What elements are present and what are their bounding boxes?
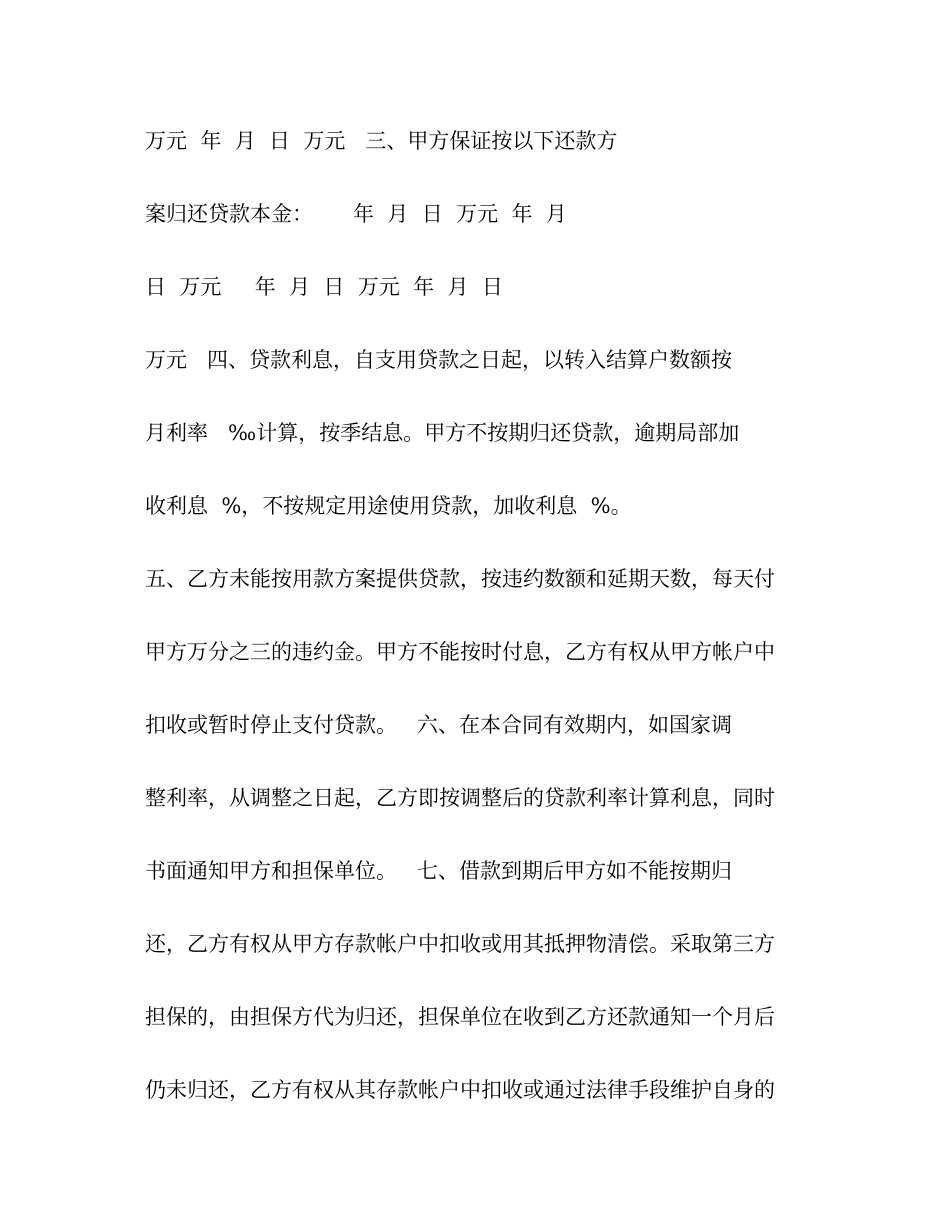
text-line-13: 担保的，由担保方代为归还，担保单位在收到乙方还款通知一个月后	[145, 1005, 775, 1029]
text-line-1: 万元 年 月 日 万元 三、甲方保证按以下还款方	[145, 129, 618, 153]
text-line-11: 书面通知甲方和担保单位。 七、借款到期后甲方如不能按期归	[145, 859, 733, 883]
text-line-14: 仍未归还，乙方有权从其存款帐户中扣收或通过法律手段维护自身的	[145, 1078, 775, 1102]
text-line-3: 日 万元 年 月 日 万元 年 月 日	[145, 275, 503, 299]
text-line-10: 整利率，从调整之日起，乙方即按调整后的贷款利率计算利息，同时	[145, 786, 775, 810]
text-line-8: 甲方万分之三的违约金。甲方不能按时付息，乙方有权从甲方帐户中	[145, 640, 775, 664]
text-line-6: 收利息 %，不按规定用途使用贷款，加收利息 %。	[145, 494, 632, 518]
text-line-12: 还，乙方有权从甲方存款帐户中扣收或用其抵押物清偿。采取第三方	[145, 932, 775, 956]
text-line-5: 月利率 ‰计算，按季结息。甲方不按期归还贷款，逾期局部加	[145, 421, 740, 445]
text-line-2: 案归还贷款本金： 年 月 日 万元 年 月	[145, 202, 567, 226]
text-line-4: 万元 四、贷款利息，自支用贷款之日起，以转入结算户数额按	[145, 348, 733, 372]
text-line-7: 五、乙方未能按用款方案提供贷款，按违约数额和延期天数，每天付	[145, 567, 775, 591]
text-line-9: 扣收或暂时停止支付贷款。 六、在本合同有效期内，如国家调	[145, 713, 733, 737]
